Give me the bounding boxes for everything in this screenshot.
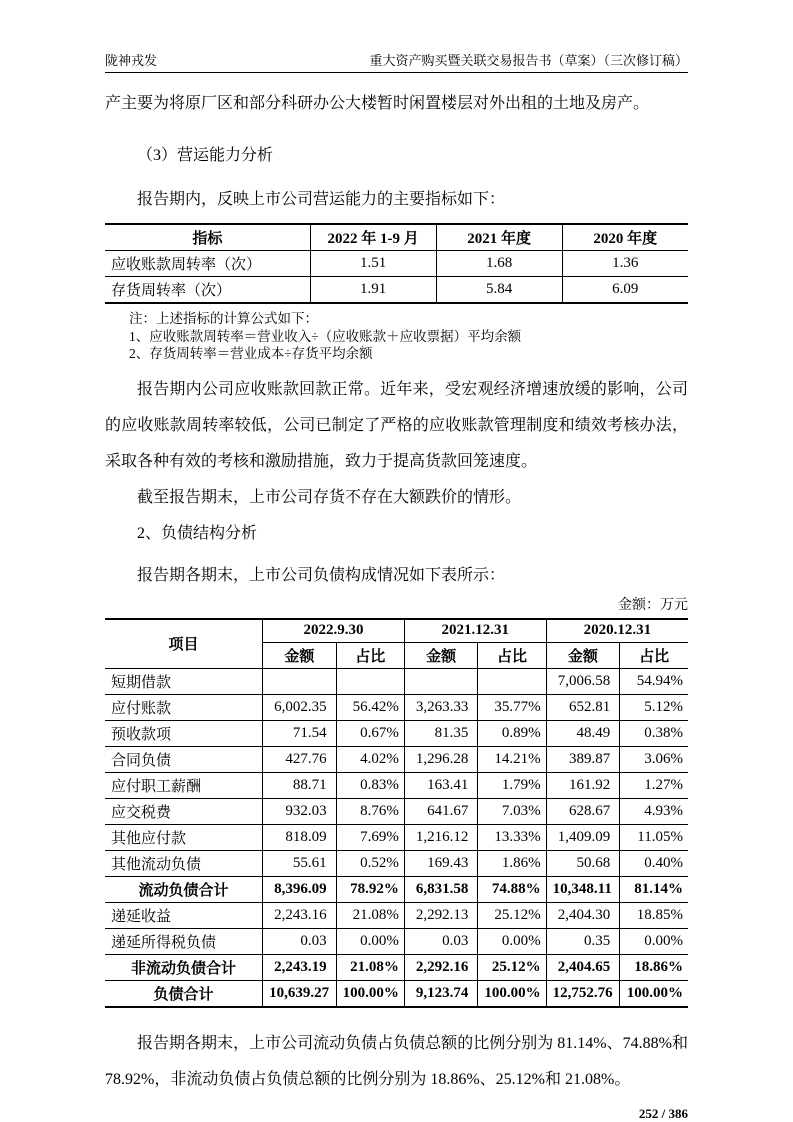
indicator-table-row <box>105 251 688 277</box>
liability-ratio-value: 7.03% <box>478 799 546 825</box>
liability-amount-value: 169.43 <box>404 851 478 877</box>
liability-structure-table <box>105 618 688 1009</box>
liability-amount-value: 6,002.35 <box>263 695 337 721</box>
liability-ratio-value: 1.27% <box>620 773 688 799</box>
liability-ratio-value: 0.00% <box>620 929 688 955</box>
liability-item-label: 负债合计 <box>105 981 263 1008</box>
liability-amount-value: 2,404.65 <box>546 955 620 981</box>
liability-total-row <box>105 981 688 1008</box>
liability-ratio-value: 4.02% <box>336 747 404 773</box>
liability-amount-value: 2,243.16 <box>263 903 337 929</box>
indicator-value: 1.36 <box>562 251 688 277</box>
operating-indicators-table <box>105 223 688 304</box>
liability-amount-value: 50.68 <box>546 851 620 877</box>
liability-ratio-value: 78.92% <box>336 877 404 903</box>
liability-ratio-value: 18.85% <box>620 903 688 929</box>
liability-amount-value: 9,123.74 <box>404 981 478 1008</box>
liability-amount-value: 2,404.30 <box>546 903 620 929</box>
liability-subheader-ratio: 占比 <box>336 643 404 669</box>
liability-ratio-value: 7.69% <box>336 825 404 851</box>
indicator-value: 1.68 <box>436 251 562 277</box>
liability-amount-value: 1,216.12 <box>404 825 478 851</box>
liability-ratio-value: 14.21% <box>478 747 546 773</box>
liability-table-row <box>105 825 688 851</box>
liability-amount-value: 2,292.13 <box>404 903 478 929</box>
liability-item-label: 其他应付款 <box>105 825 263 851</box>
heading-operating-capacity: （3）营运能力分析 <box>137 147 274 164</box>
liability-subheader-ratio: 占比 <box>478 643 546 669</box>
liability-subheader-amount: 金额 <box>404 643 478 669</box>
liability-amount-value: 10,348.11 <box>546 877 620 903</box>
liability-item-label: 递延收益 <box>105 903 263 929</box>
liability-amount-value: 818.09 <box>263 825 337 851</box>
liability-header-period-2021: 2021.12.31 <box>404 619 546 643</box>
liability-ratio-value: 0.67% <box>336 721 404 747</box>
liability-table-row <box>105 773 688 799</box>
indicator-header-period-2022: 2022 年 1-9 月 <box>310 224 436 251</box>
paragraph-operating-intro: 报告期内，反映上市公司营运能力的主要指标如下： <box>137 191 506 208</box>
liability-ratio-value: 81.14% <box>620 877 688 903</box>
liability-amount-value: 88.71 <box>263 773 337 799</box>
liability-ratio-value: 21.08% <box>336 903 404 929</box>
liability-amount-value: 71.54 <box>263 721 337 747</box>
liability-ratio-value: 3.06% <box>620 747 688 773</box>
liability-ratio-value: 13.33% <box>478 825 546 851</box>
liability-ratio-value: 5.12% <box>620 695 688 721</box>
indicator-value: 5.84 <box>436 277 562 304</box>
liability-amount-value: 389.87 <box>546 747 620 773</box>
liability-amount-value: 427.76 <box>263 747 337 773</box>
liability-amount-value: 7,006.58 <box>546 669 620 695</box>
liability-amount-value: 2,292.16 <box>404 955 478 981</box>
liability-item-label: 其他流动负债 <box>105 851 263 877</box>
indicator-header-metric: 指标 <box>105 224 310 251</box>
liability-amount-value: 0.03 <box>404 929 478 955</box>
note-line: 注：上述指标的计算公式如下： <box>129 311 318 326</box>
liability-ratio-value: 1.86% <box>478 851 546 877</box>
liability-amount-value: 628.67 <box>546 799 620 825</box>
liability-total-row <box>105 955 688 981</box>
liability-header-period-2022: 2022.9.30 <box>263 619 405 643</box>
liability-subheader-ratio: 占比 <box>620 643 688 669</box>
liability-amount-value: 0.03 <box>263 929 337 955</box>
liability-ratio-value: 21.08% <box>336 955 404 981</box>
liability-amount-value: 652.81 <box>546 695 620 721</box>
liability-ratio-value: 1.79% <box>478 773 546 799</box>
heading-liability-structure: 2、负债结构分析 <box>137 524 258 542</box>
liability-ratio-value: 4.93% <box>620 799 688 825</box>
liability-ratio-value: 56.42% <box>336 695 404 721</box>
indicator-header-period-2020: 2020 年度 <box>562 224 688 251</box>
indicator-value: 1.51 <box>310 251 436 277</box>
liability-header-item: 项目 <box>105 619 263 669</box>
liability-item-label: 非流动负债合计 <box>105 955 263 981</box>
liability-amount-value: 10,639.27 <box>263 981 337 1008</box>
indicator-label: 存货周转率（次） <box>105 277 310 304</box>
note-line: 1、应收账款周转率＝营业收入÷（应收账款＋应收票据）平均余额 <box>129 328 522 344</box>
liability-amount-value: 48.49 <box>546 721 620 747</box>
liability-ratio-value <box>478 669 546 695</box>
liability-ratio-value: 0.40% <box>620 851 688 877</box>
liability-amount-value <box>263 669 337 695</box>
running-header <box>105 50 688 73</box>
liability-amount-value: 641.67 <box>404 799 478 825</box>
liability-table-row <box>105 851 688 877</box>
liability-amount-value: 1,296.28 <box>404 747 478 773</box>
header-company-name: 陇神戎发 <box>105 53 158 68</box>
liability-table-row <box>105 695 688 721</box>
indicator-label: 应收账款周转率（次） <box>105 251 310 277</box>
indicator-header-period-2021: 2021 年度 <box>436 224 562 251</box>
liability-subheader-amount: 金额 <box>263 643 337 669</box>
paragraph-continuation: 产主要为将原厂区和部分科研办公大楼暂时闲置楼层对外出租的土地及房产。 <box>105 95 650 112</box>
table-notes <box>129 310 688 363</box>
liability-ratio-value: 54.94% <box>620 669 688 695</box>
indicator-value: 6.09 <box>562 277 688 304</box>
liability-ratio-value: 25.12% <box>478 955 546 981</box>
indicator-value: 1.91 <box>310 277 436 304</box>
liability-table-row <box>105 721 688 747</box>
page-number: 252 / 386 <box>638 1106 688 1121</box>
liability-amount-value: 81.35 <box>404 721 478 747</box>
liability-ratio-value: 0.00% <box>336 929 404 955</box>
indicator-header-row <box>105 224 688 251</box>
liability-item-label: 流动负债合计 <box>105 877 263 903</box>
liability-ratio-value: 0.89% <box>478 721 546 747</box>
liability-amount-value: 55.61 <box>263 851 337 877</box>
liability-amount-value: 163.41 <box>404 773 478 799</box>
paragraph-receivables: 报告期内公司应收账款回款正常。近年来，受宏观经济增速放缓的影响，公司的应收账款周转率较低，公司已制定了严格的应收账款管理制度和绩效考核办法，采取各种有效的考核和激励措施，致力于提高货款回笼速度。 <box>105 380 688 470</box>
indicator-table-row <box>105 277 688 304</box>
liability-table-row <box>105 903 688 929</box>
liability-ratio-value: 0.38% <box>620 721 688 747</box>
liability-ratio-value: 8.76% <box>336 799 404 825</box>
liability-ratio-value: 74.88% <box>478 877 546 903</box>
liability-ratio-value <box>336 669 404 695</box>
liability-ratio-value: 18.86% <box>620 955 688 981</box>
liability-ratio-value: 11.05% <box>620 825 688 851</box>
paragraph-inventory: 截至报告期末，上市公司存货不存在大额跌价的情形。 <box>137 488 522 506</box>
paragraph-conclusion: 报告期各期末，上市公司流动负债占负债总额的比例分别为 81.14%、74.88%和 78.92%，非流动负债占负债总额的比例分别为 18.86%、25.12%和 21.08%。 <box>105 1035 688 1088</box>
liability-amount-value: 3,263.33 <box>404 695 478 721</box>
note-line: 2、存货周转率＝营业成本÷存货平均余额 <box>129 346 373 361</box>
liability-amount-value: 6,831.58 <box>404 877 478 903</box>
paragraph-liability-intro: 报告期各期末，上市公司负债构成情况如下表所示： <box>137 566 506 584</box>
liability-table-row <box>105 799 688 825</box>
table-unit-label: 金额：万元 <box>618 597 688 613</box>
liability-item-label: 递延所得税负债 <box>105 929 263 955</box>
liability-total-row <box>105 877 688 903</box>
liability-table-row <box>105 747 688 773</box>
liability-header-row-periods <box>105 619 688 643</box>
liability-item-label: 预收款项 <box>105 721 263 747</box>
liability-ratio-value: 35.77% <box>478 695 546 721</box>
liability-ratio-value: 0.00% <box>478 929 546 955</box>
liability-table-row <box>105 929 688 955</box>
liability-header-period-2020: 2020.12.31 <box>546 619 688 643</box>
liability-item-label: 应付职工薪酬 <box>105 773 263 799</box>
liability-amount-value: 2,243.19 <box>263 955 337 981</box>
liability-item-label: 短期借款 <box>105 669 263 695</box>
liability-ratio-value: 0.83% <box>336 773 404 799</box>
liability-ratio-value: 100.00% <box>336 981 404 1008</box>
liability-ratio-value: 100.00% <box>620 981 688 1008</box>
liability-subheader-amount: 金额 <box>546 643 620 669</box>
liability-item-label: 合同负债 <box>105 747 263 773</box>
liability-amount-value: 8,396.09 <box>263 877 337 903</box>
liability-ratio-value: 25.12% <box>478 903 546 929</box>
liability-amount-value: 0.35 <box>546 929 620 955</box>
liability-item-label: 应交税费 <box>105 799 263 825</box>
liability-ratio-value: 100.00% <box>478 981 546 1008</box>
indicator-table-body <box>105 251 688 304</box>
liability-amount-value: 932.03 <box>263 799 337 825</box>
liability-table-row <box>105 669 688 695</box>
liability-amount-value <box>404 669 478 695</box>
liability-amount-value: 161.92 <box>546 773 620 799</box>
liability-amount-value: 12,752.76 <box>546 981 620 1008</box>
liability-amount-value: 1,409.09 <box>546 825 620 851</box>
liability-table-body <box>105 669 688 1008</box>
header-report-title: 重大资产购买暨关联交易报告书（草案）（三次修订稿） <box>369 53 688 68</box>
liability-ratio-value: 0.52% <box>336 851 404 877</box>
liability-item-label: 应付账款 <box>105 695 263 721</box>
